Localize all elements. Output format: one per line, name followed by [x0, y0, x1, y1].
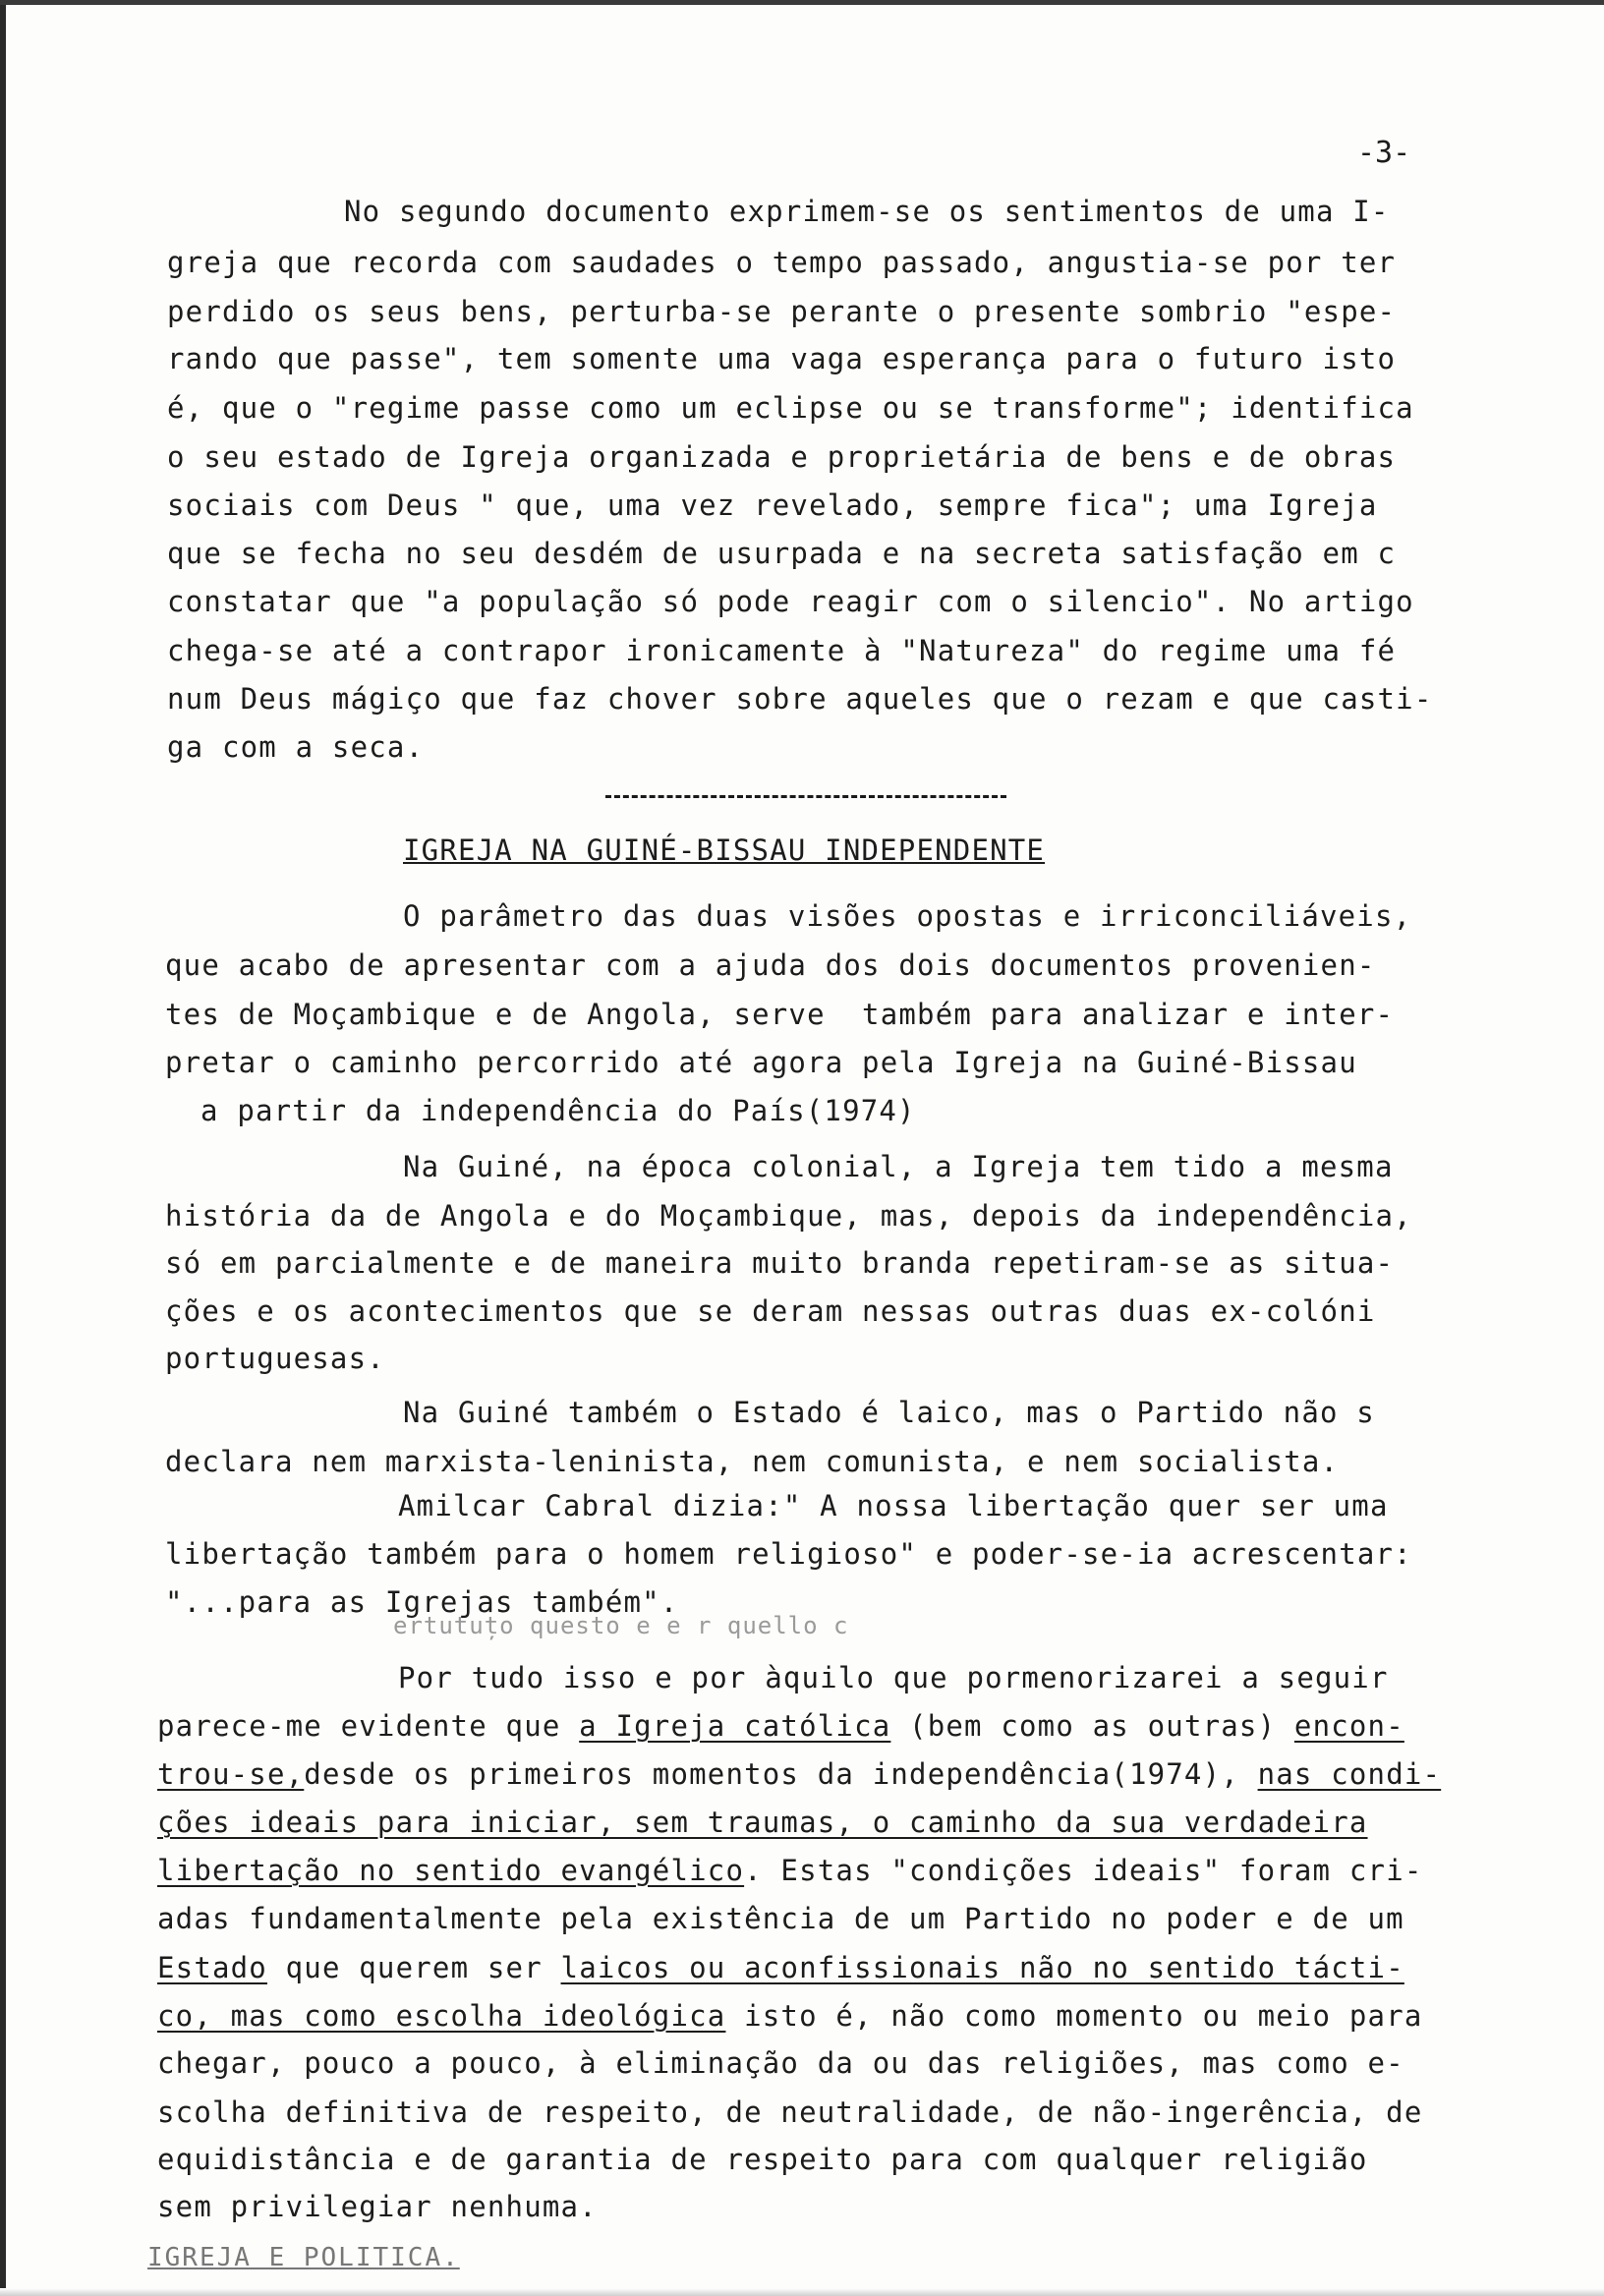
underlined-phrase: nas condi-: [1257, 1757, 1442, 1791]
underlined-line: ções ideais para iniciar, sem traumas, o caminho da sua verdadeira: [157, 1806, 1368, 1839]
text-line: greja que recorda com saudades o tempo passado, angustia-se por ter: [167, 246, 1397, 279]
text-line: é, que o "regime passe como um eclipse ou se transforme"; identifica: [167, 391, 1414, 425]
text-line: scolha definitiva de respeito, de neutralidade, de não-ingerência, de: [157, 2095, 1423, 2129]
scan-bottom-edge: [0, 2288, 1604, 2296]
underlined-phrase: Estado: [157, 1951, 267, 1984]
text-line: No segundo documento exprimem-se os sentimentos de uma I-: [344, 195, 1390, 228]
text-line: trou-se,desde os primeiros momentos da independência(1974), nas condi-: [157, 1757, 1442, 1791]
scan-top-edge: [0, 0, 1604, 5]
text-line: que se fecha no seu desdém de usurpada e na secreta satisfação em c: [167, 537, 1397, 570]
text-line: o seu estado de Igreja organizada e proprietária de bens e de obras: [167, 440, 1397, 474]
text-line: pretar o caminho percorrido até agora pela Igreja na Guiné-Bissau: [165, 1046, 1357, 1079]
text-line: a partir da independência do País(1974): [200, 1094, 916, 1127]
section-separator: [605, 795, 1006, 798]
text-line: rando que passe", tem somente uma vaga esperança para o futuro isto: [167, 342, 1397, 375]
text-line: chega-se até a contrapor ironicamente à "Natureza" do regime uma fé: [167, 634, 1397, 667]
footer-stamp: IGREJA E POLITICA.: [147, 2243, 460, 2272]
underlined-phrase: trou-se,: [157, 1757, 305, 1791]
text-line: libertação também para o homem religioso" e poder-se-ia acrescentar:: [165, 1537, 1412, 1571]
underlined-phrase: a Igreja católica: [579, 1709, 891, 1743]
text-line: adas fundamentalmente pela existência de um Partido no poder e de um: [157, 1902, 1404, 1935]
text-line: só em parcialmente e de maneira muito branda repetiram-se as situa-: [165, 1246, 1395, 1280]
text-line: parece-me evidente que a Igreja católica (bem como as outras) encon-: [157, 1709, 1404, 1743]
text-line: sem privilegiar nenhuma.: [157, 2190, 598, 2223]
text-line: constatar que "a população só pode reagir com o silencio". No artigo: [167, 585, 1414, 618]
scan-left-edge: [0, 0, 6, 2296]
text-line: libertação no sentido evangélico. Estas "condições ideais" foram cri-: [157, 1854, 1423, 1887]
text-line: que acabo de apresentar com a ajuda dos dois documentos provenien-: [165, 948, 1376, 982]
show-through-text: ertutuțo questo e e r quello c: [393, 1612, 849, 1639]
text-line: Amilcar Cabral dizia:" A nossa libertação quer ser uma: [398, 1489, 1389, 1522]
text-line: ga com a seca.: [167, 730, 425, 764]
section-heading: IGREJA NA GUINÉ-BISSAU INDEPENDENTE: [403, 833, 1046, 867]
text-line: co, mas como escolha ideológica isto é, não como momento ou meio para: [157, 1999, 1423, 2033]
text-line: equidistância e de garantia de respeito para com qualquer religião: [157, 2143, 1368, 2176]
text-line: Por tudo isso e por àquilo que pormenorizarei a seguir: [398, 1661, 1389, 1694]
text-line: tes de Moçambique e de Angola, serve também para analizar e inter-: [165, 998, 1395, 1031]
text-line: sociais com Deus " que, uma vez revelado, sempre fica"; uma Igreja: [167, 488, 1378, 522]
underlined-phrase: laicos ou aconfissionais não no sentido tácti-: [560, 1951, 1404, 1984]
text-line: O parâmetro das duas visões opostas e irriconciliáveis,: [403, 899, 1412, 933]
text-line: Estado que querem ser laicos ou aconfissionais não no sentido tácti-: [157, 1951, 1404, 1984]
page-number: -3-: [1357, 136, 1411, 170]
text-line: perdido os seus bens, perturba-se perante o presente sombrio "espe-: [167, 295, 1397, 328]
text-line: ções e os acontecimentos que se deram nessas outras duas ex-colóni: [165, 1294, 1376, 1328]
underlined-phrase: encon-: [1293, 1709, 1404, 1743]
text-line: declara nem marxista-leninista, nem comunista, e nem socialista.: [165, 1445, 1340, 1478]
text-line: Na Guiné também o Estado é laico, mas o Partido não s: [403, 1396, 1375, 1429]
text-line: portuguesas.: [165, 1342, 385, 1375]
text-line: num Deus mágiço que faz chover sobre aqueles que o rezam e que casti-: [167, 682, 1433, 716]
underlined-phrase: co, mas como escolha ideológica: [157, 1999, 726, 2033]
underlined-phrase: libertação no sentido evangélico: [157, 1854, 745, 1887]
text-line: chegar, pouco a pouco, à eliminação da ou das religiões, mas como e-: [157, 2046, 1404, 2080]
text-line: história da de Angola e do Moçambique, mas, depois da independência,: [165, 1199, 1412, 1233]
text-line: "...para as Igrejas também".: [165, 1585, 679, 1619]
text-line: Na Guiné, na época colonial, a Igreja tem tido a mesma: [403, 1150, 1394, 1183]
